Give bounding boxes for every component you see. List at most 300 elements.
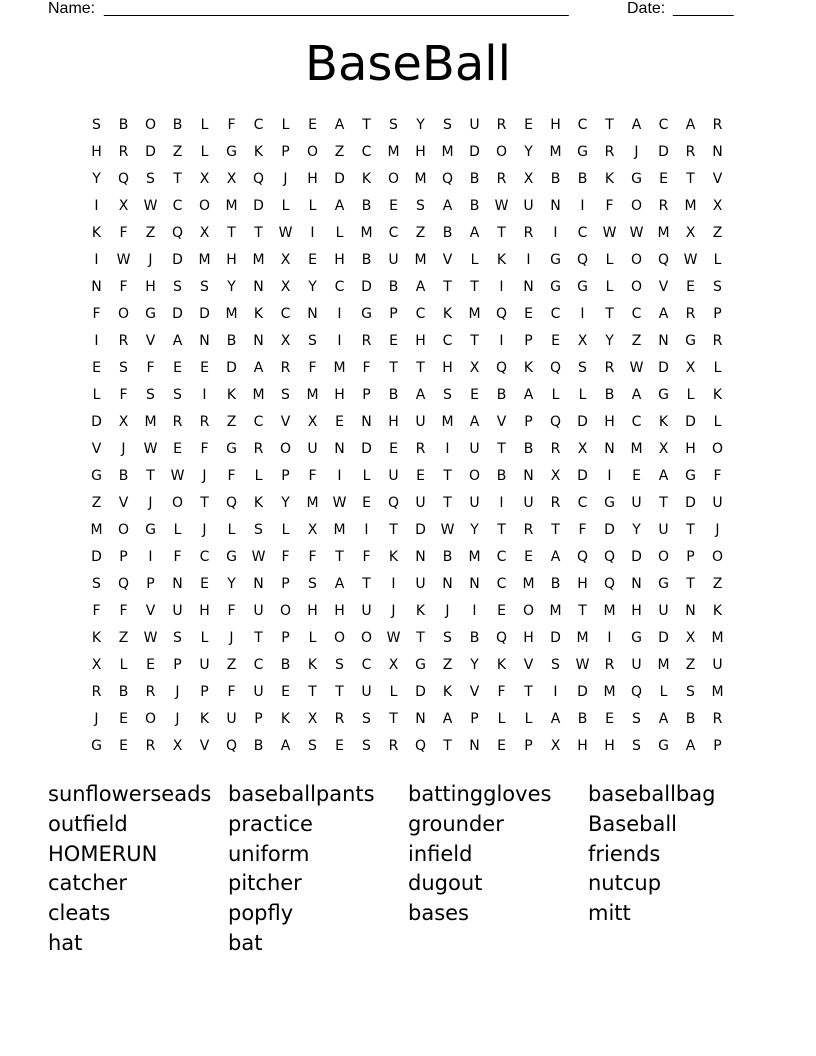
grid-letter: M — [468, 549, 481, 565]
word-list-item: popfly — [228, 901, 294, 926]
grid-letter: K — [253, 495, 264, 511]
grid-letter: B — [361, 198, 372, 214]
grid-letter: O — [144, 711, 157, 727]
grid-letter: S — [254, 522, 263, 538]
grid-letter: W — [629, 360, 644, 376]
grid-letter: X — [199, 171, 210, 187]
grid-letter: F — [173, 549, 182, 565]
grid-letter: L — [551, 387, 560, 403]
grid-letter: D — [253, 198, 264, 214]
grid-letter: S — [335, 657, 344, 673]
grid-letter: B — [118, 468, 129, 484]
grid-letter: T — [335, 549, 344, 565]
grid-letter: P — [389, 306, 398, 322]
grid-letter: R — [118, 333, 129, 349]
grid-letter: H — [334, 387, 345, 403]
grid-letter: H — [550, 117, 561, 133]
grid-letter: T — [443, 279, 452, 295]
grid-letter: M — [333, 522, 346, 538]
grid-row — [83, 355, 731, 382]
grid-letter: M — [576, 630, 589, 646]
grid-letter: E — [308, 252, 317, 268]
grid-letter: D — [361, 279, 372, 295]
grid-letter: U — [523, 198, 534, 214]
grid-letter: T — [686, 576, 695, 592]
grid-letter: W — [170, 468, 185, 484]
grid-letter: O — [495, 144, 508, 160]
grid-letter: N — [523, 279, 534, 295]
grid-letter: Y — [92, 171, 101, 187]
grid-letter: B — [523, 441, 534, 457]
grid-letter: I — [148, 549, 153, 565]
grid-letter: B — [496, 468, 507, 484]
grid-letter: R — [604, 360, 615, 376]
grid-letter: S — [362, 711, 371, 727]
grid-letter: R — [361, 333, 372, 349]
grid-row — [83, 571, 731, 598]
grid-letter: L — [659, 684, 668, 700]
grid-letter: X — [577, 441, 588, 457]
grid-letter: C — [253, 657, 264, 673]
grid-letter: G — [91, 738, 102, 754]
grid-letter: N — [253, 279, 264, 295]
grid-letter: B — [442, 225, 453, 241]
grid-letter: P — [200, 684, 209, 700]
grid-letter: O — [630, 279, 643, 295]
grid-letter: S — [146, 171, 155, 187]
grid-letter: F — [578, 522, 587, 538]
grid-letter: T — [335, 684, 344, 700]
grid-letter: T — [686, 522, 695, 538]
grid-letter: C — [172, 198, 183, 214]
grid-letter: C — [388, 225, 399, 241]
grid-letter: R — [145, 738, 156, 754]
grid-letter: A — [442, 198, 453, 214]
grid-letter: S — [173, 387, 182, 403]
grid-letter: Q — [252, 171, 265, 187]
grid-letter: X — [523, 171, 534, 187]
grid-letter: S — [443, 387, 452, 403]
grid-letter: N — [199, 333, 210, 349]
grid-letter: N — [253, 576, 264, 592]
grid-row — [83, 463, 731, 490]
grid-letter: E — [659, 171, 668, 187]
grid-letter: K — [712, 387, 723, 403]
grid-letter: S — [632, 711, 641, 727]
grid-letter: D — [145, 144, 156, 160]
grid-letter: U — [307, 441, 318, 457]
grid-letter: G — [550, 252, 561, 268]
grid-letter: P — [524, 333, 533, 349]
grid-letter: K — [253, 306, 264, 322]
grid-letter: L — [362, 468, 371, 484]
grid-letter: S — [551, 657, 560, 673]
grid-letter: X — [307, 522, 318, 538]
grid-letter: P — [470, 711, 479, 727]
grid-letter: N — [469, 576, 480, 592]
grid-letter: M — [225, 306, 238, 322]
grid-letter: E — [173, 360, 182, 376]
grid-letter: U — [469, 441, 480, 457]
grid-letter: V — [145, 333, 156, 349]
grid-letter: G — [361, 306, 372, 322]
grid-letter: A — [415, 279, 426, 295]
grid-letter: E — [119, 738, 128, 754]
grid-letter: G — [226, 549, 237, 565]
grid-letter: L — [578, 387, 587, 403]
grid-letter: K — [388, 549, 399, 565]
grid-letter: P — [146, 576, 155, 592]
word-list-item: infield — [408, 841, 473, 866]
grid-letter: O — [630, 252, 643, 268]
grid-letter: R — [685, 144, 696, 160]
grid-letter: I — [94, 198, 99, 214]
grid-letter: Y — [227, 279, 236, 295]
grid-letter: Z — [415, 225, 426, 241]
grid-letter: Y — [308, 279, 317, 295]
grid-letter: T — [686, 171, 695, 187]
grid-letter: X — [280, 333, 291, 349]
grid-letter: F — [308, 360, 317, 376]
grid-letter: N — [361, 414, 372, 430]
grid-letter: D — [550, 630, 561, 646]
grid-letter: N — [253, 333, 264, 349]
grid-letter: B — [388, 279, 399, 295]
grid-letter: I — [337, 333, 342, 349]
grid-letter: F — [146, 360, 155, 376]
word-list-item: bat — [228, 930, 263, 955]
grid-letter: R — [91, 684, 102, 700]
grid-letter: O — [360, 630, 373, 646]
grid-letter: E — [308, 117, 317, 133]
grid-letter: A — [631, 117, 642, 133]
grid-letter: J — [445, 603, 450, 619]
word-list-item: uniform — [228, 841, 310, 866]
grid-letter: X — [388, 657, 399, 673]
grid-letter: M — [306, 387, 319, 403]
grid-letter: J — [715, 522, 720, 538]
grid-letter: V — [469, 684, 480, 700]
grid-letter: M — [333, 360, 346, 376]
grid-letter: V — [523, 657, 534, 673]
grid-letter: E — [92, 360, 101, 376]
grid-letter: Q — [657, 252, 670, 268]
grid-letter: R — [604, 144, 615, 160]
grid-letter: C — [577, 225, 588, 241]
grid-letter: S — [146, 387, 155, 403]
grid-letter: T — [389, 711, 398, 727]
grid-letter: P — [713, 306, 722, 322]
grid-letter: S — [632, 738, 641, 754]
grid-letter: K — [91, 225, 102, 241]
grid-letter: T — [389, 522, 398, 538]
grid-letter: H — [226, 252, 237, 268]
grid-letter: E — [173, 441, 182, 457]
grid-letter: S — [200, 279, 209, 295]
grid-letter: I — [499, 495, 504, 511]
grid-letter: C — [577, 117, 588, 133]
word-list-item: grounder — [408, 811, 504, 836]
grid-letter: O — [198, 198, 211, 214]
grid-letter: H — [91, 144, 102, 160]
grid-letter: T — [497, 522, 506, 538]
grid-letter: E — [119, 711, 128, 727]
grid-letter: G — [658, 576, 669, 592]
grid-letter: I — [364, 522, 369, 538]
grid-letter: T — [470, 279, 479, 295]
grid-letter: I — [94, 252, 99, 268]
grid-letter: A — [685, 738, 696, 754]
grid-letter: T — [443, 738, 452, 754]
grid-letter: T — [443, 495, 452, 511]
grid-letter: D — [577, 468, 588, 484]
grid-letter: A — [631, 387, 642, 403]
grid-letter: Z — [145, 225, 156, 241]
grid-letter: I — [337, 306, 342, 322]
grid-letter: E — [416, 468, 425, 484]
grid-letter: D — [199, 306, 210, 322]
date-label: Date: — [627, 0, 666, 17]
grid-letter: R — [550, 441, 561, 457]
grid-letter: F — [92, 306, 101, 322]
grid-letter: Q — [495, 360, 508, 376]
grid-letter: S — [173, 279, 182, 295]
grid-letter: T — [362, 117, 371, 133]
grid-letter: O — [387, 171, 400, 187]
grid-letter: K — [496, 657, 507, 673]
grid-row — [83, 409, 731, 436]
grid-letter: M — [468, 306, 481, 322]
grid-letter: R — [685, 306, 696, 322]
grid-letter: E — [686, 279, 695, 295]
grid-letter: G — [658, 387, 669, 403]
grid-letter: S — [416, 198, 425, 214]
grid-letter: C — [199, 549, 210, 565]
grid-letter: P — [524, 738, 533, 754]
grid-letter: J — [121, 441, 126, 457]
grid-letter: F — [227, 684, 236, 700]
grid-letter: X — [577, 333, 588, 349]
grid-letter: Q — [603, 549, 616, 565]
grid-letter: U — [658, 603, 669, 619]
grid-letter: Q — [387, 495, 400, 511]
grid-letter: Z — [226, 657, 237, 673]
grid-letter: U — [388, 468, 399, 484]
grid-letter: O — [144, 117, 157, 133]
grid-letter: B — [577, 171, 588, 187]
grid-letter: U — [523, 495, 534, 511]
name-field-line: ______________________________________________________ — [104, 0, 569, 17]
grid-letter: D — [658, 630, 669, 646]
grid-letter: M — [441, 144, 454, 160]
grid-letter: F — [227, 468, 236, 484]
grid-letter: V — [658, 279, 669, 295]
grid-letter: U — [253, 684, 264, 700]
grid-letter: I — [445, 441, 450, 457]
grid-letter: T — [308, 684, 317, 700]
grid-letter: L — [686, 387, 695, 403]
grid-letter: I — [580, 198, 585, 214]
word-list-item: outfield — [48, 811, 128, 836]
grid-letter: U — [469, 117, 480, 133]
grid-row — [83, 598, 731, 625]
grid-letter: F — [119, 279, 128, 295]
grid-letter: E — [524, 549, 533, 565]
grid-letter: E — [335, 738, 344, 754]
grid-letter: X — [118, 198, 129, 214]
grid-letter: D — [361, 441, 372, 457]
header — [48, 0, 748, 20]
grid-letter: Q — [171, 225, 184, 241]
grid-letter: F — [362, 549, 371, 565]
grid-letter: E — [200, 576, 209, 592]
grid-letter: O — [279, 441, 292, 457]
grid-letter: A — [334, 198, 345, 214]
grid-letter: K — [523, 360, 534, 376]
grid-letter: Z — [334, 144, 345, 160]
grid-letter: I — [94, 333, 99, 349]
grid-letter: Z — [442, 657, 453, 673]
grid-letter: K — [199, 711, 210, 727]
grid-letter: I — [553, 684, 558, 700]
grid-letter: T — [659, 495, 668, 511]
grid-letter: D — [604, 522, 615, 538]
word-list-item: baseballpants — [228, 782, 375, 806]
grid-letter: U — [631, 657, 642, 673]
grid-letter: W — [143, 630, 158, 646]
grid-letter: B — [361, 252, 372, 268]
grid-letter: Y — [605, 333, 614, 349]
grid-letter: B — [577, 711, 588, 727]
grid-letter: G — [550, 279, 561, 295]
grid-letter: B — [172, 117, 183, 133]
grid-letter: O — [306, 144, 319, 160]
grid-letter: Z — [712, 576, 723, 592]
grid-letter: L — [713, 414, 722, 430]
grid-letter: W — [143, 198, 158, 214]
grid-letter: W — [143, 441, 158, 457]
grid-letter: A — [280, 738, 291, 754]
grid-letter: Q — [441, 171, 454, 187]
grid-letter: L — [524, 711, 533, 727]
grid-letter: X — [712, 198, 723, 214]
grid-letter: U — [199, 657, 210, 673]
grid-letter: Y — [470, 657, 479, 673]
grid-letter: K — [280, 711, 291, 727]
grid-letter: T — [443, 468, 452, 484]
grid-letter: L — [605, 252, 614, 268]
grid-letter: O — [711, 441, 724, 457]
grid-letter: N — [631, 576, 642, 592]
grid-letter: L — [281, 522, 290, 538]
grid-letter: C — [253, 414, 264, 430]
grid-letter: Y — [227, 576, 236, 592]
grid-letter: Q — [414, 738, 427, 754]
grid-letter: S — [713, 279, 722, 295]
grid-letter: B — [550, 171, 561, 187]
grid-letter: L — [281, 117, 290, 133]
grid-letter: K — [496, 252, 507, 268]
grid-letter: R — [496, 117, 507, 133]
grid-letter: Z — [226, 414, 237, 430]
grid-letter: X — [199, 225, 210, 241]
grid-row — [83, 733, 731, 760]
grid-letter: S — [92, 576, 101, 592]
grid-letter: M — [252, 387, 265, 403]
grid-letter: D — [91, 549, 102, 565]
grid-letter: L — [497, 711, 506, 727]
grid-letter: A — [685, 117, 696, 133]
grid-letter: O — [333, 630, 346, 646]
grid-letter: F — [605, 198, 614, 214]
grid-letter: N — [523, 468, 534, 484]
grid-letter: P — [524, 414, 533, 430]
grid-letter: X — [307, 711, 318, 727]
grid-letter: K — [415, 603, 426, 619]
grid-letter: Q — [549, 414, 562, 430]
grid-letter: P — [173, 657, 182, 673]
grid-letter: T — [389, 360, 398, 376]
grid-letter: G — [145, 522, 156, 538]
grid-letter: D — [658, 360, 669, 376]
grid-letter: F — [227, 117, 236, 133]
grid-letter: G — [91, 468, 102, 484]
word-list-item: Baseball — [588, 811, 678, 836]
grid-letter: F — [497, 684, 506, 700]
word-list-item: catcher — [48, 871, 128, 896]
word-list-item: bases — [408, 901, 470, 926]
grid-letter: T — [470, 333, 479, 349]
grid-letter: N — [334, 441, 345, 457]
grid-letter: R — [118, 144, 129, 160]
grid-letter: B — [280, 657, 291, 673]
grid-letter: N — [685, 603, 696, 619]
grid-letter: B — [442, 549, 453, 565]
grid-letter: S — [92, 117, 101, 133]
grid-letter: R — [658, 198, 669, 214]
grid-letter: E — [146, 657, 155, 673]
grid-row — [83, 328, 731, 355]
grid-letter: R — [280, 360, 291, 376]
grid-letter: M — [225, 198, 238, 214]
grid-letter: L — [200, 144, 209, 160]
grid-letter: S — [173, 630, 182, 646]
grid-letter: K — [442, 306, 453, 322]
grid-letter: B — [118, 684, 129, 700]
grid-letter: J — [202, 468, 207, 484]
grid-letter: T — [497, 225, 506, 241]
grid-letter: Q — [630, 684, 643, 700]
grid-letter: C — [631, 414, 642, 430]
grid-letter: H — [442, 360, 453, 376]
grid-letter: W — [602, 225, 617, 241]
grid-row — [83, 247, 731, 274]
grid-letter: D — [172, 306, 183, 322]
grid-letter: F — [200, 441, 209, 457]
grid-row — [83, 436, 731, 463]
name-label: Name: — [48, 0, 96, 17]
grid-letter: Y — [470, 522, 479, 538]
grid-letter: Y — [416, 117, 425, 133]
grid-letter: C — [280, 306, 291, 322]
grid-letter: I — [391, 576, 396, 592]
word-list-item: friends — [588, 841, 661, 866]
grid-letter: C — [658, 117, 669, 133]
grid-letter: T — [254, 630, 263, 646]
grid-letter: I — [607, 468, 612, 484]
grid-letter: F — [281, 549, 290, 565]
grid-letter: T — [416, 360, 425, 376]
